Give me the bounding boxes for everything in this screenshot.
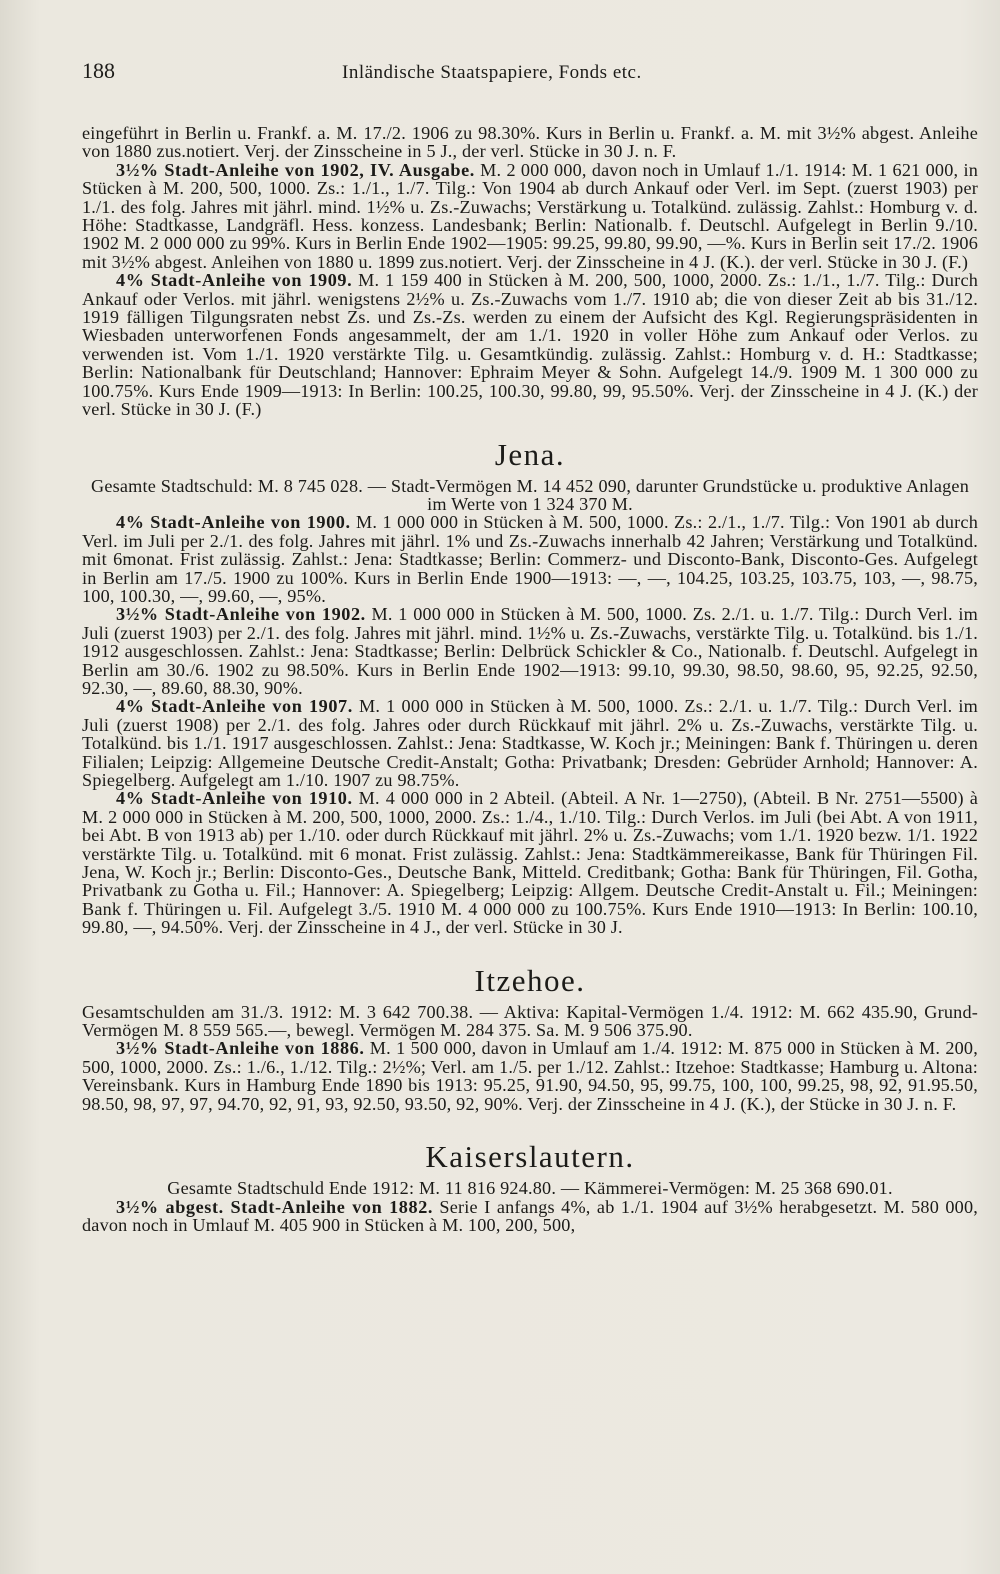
city-heading-kaiserslautern: Kaiserslautern. (425, 1139, 635, 1175)
running-head: Inländische Staatspapiere, Fonds etc. (342, 62, 642, 83)
bond-text: Serie I anfangs 4%, ab 1./1. 1904 auf 3½% herabgesetzt. M. 580 000, davon noch in Umlauf M. 405 900 in Stücken à M. 100, 200, 500, (82, 1196, 979, 1235)
bond-entry (82, 513, 978, 605)
bond-text: M. 1 000 000 in Stücken à M. 500, 1000. Zs.: 2./1., 1./7. Tilg.: Von 1901 ab durch Verl. im Juli per 2./1. des folg. Jahres mit jährl. 1% und Zs.-Zuwachs innerhalb 42 Jahren; Verstärkung und Totalkünd. mit 6monat. Frist zulässig. Zahlst.: Jena: Stadtkasse; Berlin: Commerz- und Disconto-Bank, Disconto-Ges. Aufgelegt in Berlin am 17./5. 1900 zu 100%. Kurs in Berlin Ende 1900—1913: —, —, 104.25, 103.25, 103.75, 103, —, 98.75, 100, 100.30, —, 99.60, —, 95%. (82, 512, 978, 606)
bond-text: M. 2 000 000, davon noch in Umlauf 1./1. 1914: M. 1 621 000, in Stücken à M. 200, 500, 1000. Zs.: 1./1., 1./7. Tilg.: Von 1904 ab durch Ankauf oder Verl. im Sept. (zuerst 1903) per 1./1. des folg. Jahres mit jährl. mind. 1½% u. Zs.-Zuwachs; Verstärkung u. Totalkünd. zulässig. Zahlst.: Homburg v. d. Höhe: Stadtkasse, Landgräfl. Hess. konzess. Landesbank; Berlin: Nationalb. f. Deutschl. Aufgelegt in Berlin 9./10. 1902 M. 2 000 000 zu 99%. Kurs in Berlin Ende 1902—1905: 99.25, 99.80, 99.90, —%. Kurs in Berlin seit 17./2. 1906 mit 3½% abgest. Anleihen von 1880 u. 1899 zus.notiert. Verj. der Zinsscheine in 4 J. (K.). der verl. Stücke in 30 J. (F.) (82, 159, 978, 272)
bond-entry (82, 1198, 978, 1235)
bond-entry (82, 161, 978, 271)
page-number: 188 (82, 58, 115, 83)
city-heading-jena: Jena. (494, 436, 566, 472)
city-summary: Gesamte Stadtschuld Ende 1912: M. 11 816 924.80. — Kämmerei-Vermögen: M. 25 368 690.01. (167, 1178, 893, 1199)
bond-entry (82, 697, 978, 789)
bond-entry (82, 1039, 978, 1113)
bond-title: 4% Stadt-Anleihe von 1909. (116, 270, 353, 291)
bond-title: 4% Stadt-Anleihe von 1910. (116, 788, 353, 809)
bond-text: M. 1 500 000, davon in Umlauf am 1./4. 1912: M. 875 000 in Stücken à M. 200, 500, 1000, 2000. Zs.: 1./6., 1./12. Tilg.: 2½%; Verl. am 1./5. per 1./12. Zahlst.: Itzehoe: Stadtkasse; Hamburg u. Altona: Vereinsbank. Kurs in Hamburg Ende 1890 bis 1913: 95.25, 91.90, 94.50, 95, 99.75, 100, 100, 99.25, 98, 92, 91.95.50, 98.50, 98, 97, 97, 94.70, 92, 91, 93, 92.50, 93.50, 92, 90%. Verj. der Zinsscheine in 4 J. (K.), der Stücke in 30 J. n. F. (82, 1038, 978, 1114)
bond-entry (82, 789, 978, 936)
bond-title: 3½% Stadt-Anleihe von 1886. (116, 1038, 365, 1059)
intro-paragraph: eingeführt in Berlin u. Frankf. a. M. 17./2. 1906 zu 98.30%. Kurs in Berlin u. Frankf. a. M. mit 3½% abgest. Anleihe von 1880 zus.notiert. Verj. der Zinsscheine in 5 J., der verl. Stücke in 30 J. n. F. (82, 123, 978, 162)
bond-text: M. 1 000 000 in Stücken à M. 500, 1000. Zs. 2./1. u. 1./7. Tilg.: Durch Verl. im Juli (zuerst 1903) per 2./1. des folg. Jahres mit jährl. mind. 1½% u. Zs.-Zuwachs, verstärkte Tilg. u. Totalkünd. bis 1./1. 1912 ausgeschlossen. Zahlst.: Jena: Stadtkasse; Berlin: Delbrück Schickler & Co., Nationalb. f. Deutschl. Aufgelegt in Berlin am 30./6. 1902 zu 98.50%. Kurs in Berlin Ende 1902—1913: 99.10, 99.30, 98.50, 98.60, 95, 92.25, 92.50, 92.30, —, 89.60, 88.30, 90%. (82, 604, 978, 698)
bond-text: M. 4 000 000 in 2 Abteil. (Abteil. A Nr. 1—2750), (Abteil. B Nr. 2751—5500) à M. 2 000 000 in Stücken à M. 200, 500, 1000, 2000. Zs.: 1./4., 1./10. Tilg.: Durch Verlos. im Juli (bei Abt. A von 1911, bei Abt. B von 1913 ab) per 1./10. oder durch Rückkauf mit jährl. 2% u. Zs.-Zuwachs; vom 1./1. 1920 bezw. 1/1. 1922 verstärkte Tilg. u. Totalkünd. mit 6 monat. Frist zulässig. Zahlst.: Jena: Stadtkämmereikasse, Bank für Thüringen Fil. Jena, W. Koch jr.; Berlin: Disconto-Ges., Deutsche Bank, Mitteld. Creditbank; Gotha: Bank für Thüringen, Fil. Gotha, Privatbank zu Gotha u. Fil.; Hannover: A. Spiegelberg; Leipzig: Allgem. Deutsche Credit-Anstalt u. Fil.; Meiningen: Bank f. Thüringen u. Fil. Aufgelegt 3./5. 1910 M. 4 000 000 zu 100.75%. Kurs Ende 1910—1913: In Berlin: 100.10, 99.80, —, 94.50%. Verj. der Zinsscheine in 4 J., der verl. Stücke in 30 J. (82, 788, 978, 938)
bond-entry (82, 605, 978, 697)
bond-text: M. 1 000 000 in Stücken à M. 500, 1000. Zs.: 2./1. u. 1./7. Tilg.: Durch Verl. im Juli (zuerst 1908) per 2./1. des folg. Jahres oder durch Rückkauf mit jährl. 2% u. Zs.-Zuwachs, verstärkte Tilg. u. Totalkünd. bis 1./1. 1917 ausgeschlossen. Zahlst.: Jena: Stadtkasse, W. Koch jr.; Meiningen: Bank f. Thüringen u. deren Filialen; Leipzig: Allgemeine Deutsche Credit-Anstalt; Gotha: Privatbank; Dresden: Gebrüder Arnhold; Hannover: A. Spiegelberg. Aufgelegt am 1./10. 1907 zu 98.75%. (82, 696, 979, 790)
page-header (82, 58, 978, 98)
bond-title: 3½% Stadt-Anleihe von 1902. (116, 604, 366, 625)
city-heading-itzehoe: Itzehoe. (474, 962, 586, 998)
bond-title: 4% Stadt-Anleihe von 1900. (116, 512, 351, 533)
bond-text: M. 1 159 400 in Stücken à M. 200, 500, 1000, 2000. Zs.: 1./1., 1./7. Tilg.: Durch Ankauf oder Verlos. mit jährl. wenigstens 2½% u. Zs.-Zuwachs vom 1./7. 1910 ab; die von dieser Zeit ab bis 31./12. 1919 fälligen Tilgungsraten nebst Zs. und Zs.-Zs. werden zu einem der Aufsicht des Kgl. Regierungspräsidenten in Wiesbaden unterworfenen Fonds angesammelt, der am 1./1. 1920 in voller Höhe zum Ankauf oder Verlos. zu verwenden ist. Vom 1./1. 1920 verstärkte Tilg. u. Gesamtkündig. zulässig. Zahlst.: Homburg v. d. H.: Stadtkasse; Berlin: Nationalbank für Deutschland; Hannover: Ephraim Meyer & Sohn. Aufgelegt 14./9. 1909 M. 1 300 000 zu 100.75%. Kurs Ende 1909—1913: In Berlin: 100.25, 100.30, 99.80, 99, 95.50%. Verj. der Zinsscheine in 4 J. (K.) der verl. Stücke in 30 J. (F.) (82, 270, 979, 420)
bond-title: 3½% abgest. Stadt-Anleihe von 1882. (116, 1196, 434, 1217)
city-summary: Gesamtschulden am 31./3. 1912: M. 3 642 700.38. — Aktiva: Kapital-Vermögen 1./4. 1912: M. 662 435.90, Grund-Vermögen M. 8 559 565.—, bewegl. Vermögen M. 284 375. Sa. M. 9 506 375.90. (82, 1001, 978, 1041)
city-summary: Gesamte Stadtschuld: M. 8 745 028. — Stadt-Vermögen M. 14 452 090, darunter Grundstücke u. produktive Anlagen im Werte von 1 324 370 M. (91, 475, 969, 514)
bond-title: 3½% Stadt-Anleihe von 1902, IV. Ausgabe. (116, 159, 475, 180)
bond-title: 4% Stadt-Anleihe von 1907. (116, 696, 353, 717)
bond-entry (82, 271, 978, 418)
